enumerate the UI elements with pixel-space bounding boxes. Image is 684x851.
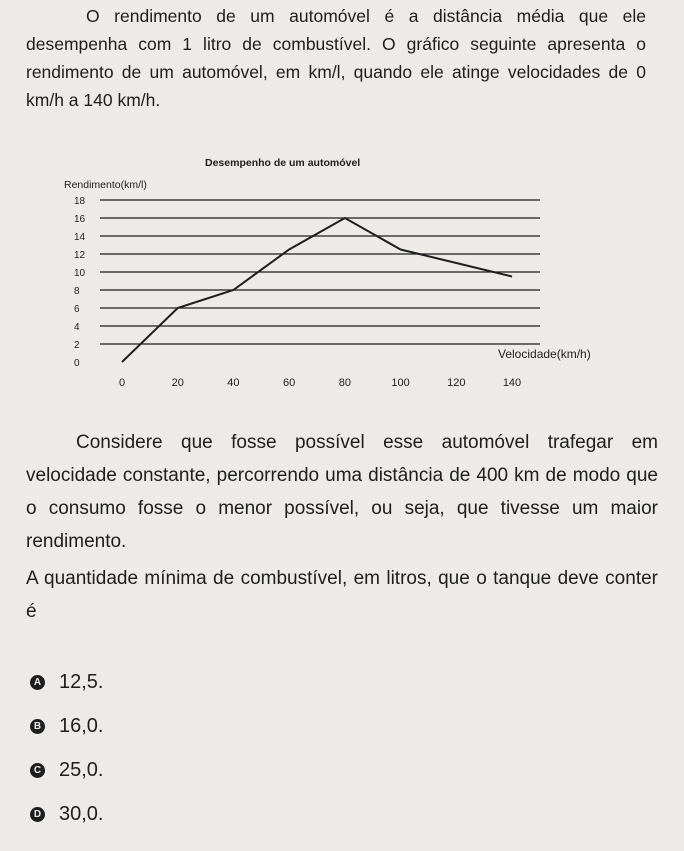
question-prompt: A quantidade mínima de combustível, em litros, que o tanque deve conter é bbox=[26, 568, 658, 622]
option-d[interactable] bbox=[30, 792, 103, 836]
y-tick-18: 18 bbox=[74, 196, 86, 207]
grid-lines bbox=[100, 200, 540, 344]
y-tick-6: 6 bbox=[74, 304, 80, 315]
x-axis-label: Velocidade(km/h) bbox=[498, 347, 591, 361]
option-b-badge: B bbox=[30, 719, 45, 734]
option-b-text: 16,0. bbox=[59, 714, 104, 737]
option-c[interactable] bbox=[30, 748, 103, 792]
x-tick-40: 40 bbox=[227, 377, 240, 389]
x-tick-120: 120 bbox=[447, 377, 466, 389]
option-c-text: 25,0. bbox=[59, 758, 104, 781]
y-tick-8: 8 bbox=[74, 286, 80, 297]
x-tick-labels bbox=[119, 377, 521, 389]
option-a-badge: A bbox=[30, 675, 45, 690]
option-a[interactable] bbox=[30, 660, 103, 704]
chart-svg bbox=[50, 146, 650, 406]
x-tick-60: 60 bbox=[283, 377, 296, 389]
x-tick-140: 140 bbox=[502, 377, 522, 389]
intro-paragraph: O rendimento de um automóvel é a distância média que ele desempenha com 1 litro de combustível. O gráfico seguinte apresenta o rendimento de um automóvel, em km/l, quando ele atinge velocidades de 0 km/h a 140 km/h. bbox=[26, 6, 646, 110]
option-c-badge: C bbox=[30, 763, 45, 778]
x-tick-0: 0 bbox=[118, 377, 126, 389]
chart-title: Desempenho de um automóvel bbox=[205, 157, 361, 169]
x-tick-20: 20 bbox=[171, 377, 184, 389]
question-text bbox=[26, 426, 658, 632]
answer-options bbox=[30, 660, 103, 836]
performance-chart bbox=[50, 146, 650, 406]
y-tick-16: 16 bbox=[74, 214, 86, 225]
y-tick-10: 10 bbox=[74, 268, 86, 279]
y-tick-labels bbox=[74, 196, 86, 369]
question-context: Considere que fosse possível esse automóvel trafegar em velocidade constante, percorrendo uma distância de 400 km de modo que o consumo fosse o menor possível, ou seja, que tivesse um maior rendimento. bbox=[26, 432, 658, 552]
y-tick-4: 4 bbox=[74, 322, 80, 333]
x-tick-80: 80 bbox=[338, 377, 351, 389]
y-tick-0: 0 bbox=[74, 358, 80, 369]
option-d-text: 30,0. bbox=[59, 802, 104, 825]
x-tick-100: 100 bbox=[391, 377, 410, 389]
option-a-text: 12,5. bbox=[59, 670, 104, 693]
y-tick-14: 14 bbox=[74, 232, 86, 243]
y-tick-12: 12 bbox=[74, 250, 86, 261]
option-d-badge: D bbox=[30, 807, 45, 822]
y-tick-2: 2 bbox=[74, 340, 80, 351]
y-axis-label: Rendimento(km/l) bbox=[64, 179, 147, 191]
intro-text bbox=[26, 2, 646, 114]
option-b[interactable] bbox=[30, 704, 103, 748]
